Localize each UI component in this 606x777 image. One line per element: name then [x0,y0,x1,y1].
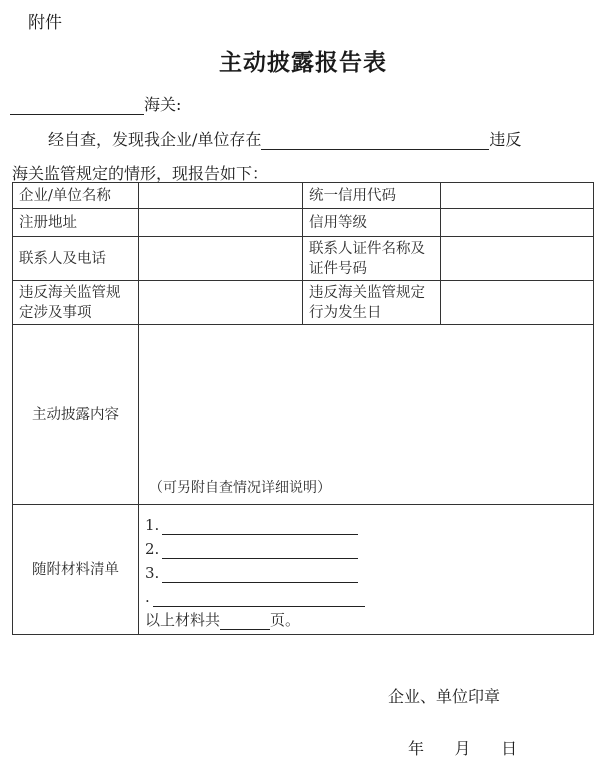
table-row [13,183,594,209]
materials-cell [139,505,594,635]
table-row [13,505,594,635]
year-label: 年 [408,739,425,758]
material-blank[interactable] [153,590,365,607]
violation-blank[interactable] [261,131,489,150]
credit-code-cell[interactable] [441,183,594,209]
material-number: 3. [145,564,160,582]
company-name-label: 企业/单位名称 [13,183,139,209]
material-blank[interactable] [162,542,358,559]
credit-code-label: 统一信用代码 [303,183,441,209]
address-label: 注册地址 [13,209,139,237]
contact-cell[interactable] [139,237,303,281]
material-number: . [145,588,150,606]
table-row [13,325,594,505]
intro-continue: 海关监管规定的情形，现报告如下： [12,164,269,183]
customs-suffix: 海关: [144,95,182,114]
disclosure-label: 主动披露内容 [13,325,139,505]
table-row [13,237,594,281]
contact-id-cell[interactable] [441,237,594,281]
violation-date-label: 违反海关监管规定行为发生日 [303,281,441,325]
month-label: 月 [454,739,471,758]
intro-sentence-start: 经自查，发现我企业/单位存在 [48,130,262,149]
materials-list [145,505,587,633]
material-blank[interactable] [162,566,358,583]
violation-matter-cell[interactable] [139,281,303,325]
intro-sentence-end: 违反 [489,130,522,149]
credit-level-label: 信用等级 [303,209,441,237]
page-count-blank[interactable] [220,611,270,630]
material-number: 2. [145,540,160,558]
table-row [13,281,594,325]
materials-total [145,607,587,633]
list-item [145,511,587,535]
material-number: 1. [145,516,160,534]
material-blank[interactable] [162,518,358,535]
date-line [408,736,517,759]
violation-date-cell[interactable] [441,281,594,325]
list-item [145,535,587,559]
address-cell[interactable] [139,209,303,237]
list-item [145,559,587,583]
intro-line [48,127,521,150]
disclosure-content-cell[interactable] [139,325,594,505]
credit-level-cell[interactable] [441,209,594,237]
customs-name-blank[interactable] [10,96,144,115]
disclosure-note: （可另附自查情况详细说明） [149,480,331,496]
violation-matter-label: 违反海关监管规定涉及事项 [13,281,139,325]
customs-line [10,92,181,115]
table-row [13,209,594,237]
day-label: 日 [501,739,518,758]
seal-label: 企业、单位印章 [388,687,501,706]
company-name-cell[interactable] [139,183,303,209]
list-item [145,583,587,607]
materials-total-prefix: 以上材料共 [145,611,221,629]
disclosure-form-table [12,182,594,635]
attachment-label: 附件 [28,13,62,33]
page-title: 主动披露报告表 [219,50,387,76]
contact-label: 联系人及电话 [13,237,139,281]
contact-id-label: 联系人证件名称及证件号码 [303,237,441,281]
materials-label: 随附材料清单 [13,505,139,635]
materials-total-suffix: 页。 [270,611,301,629]
